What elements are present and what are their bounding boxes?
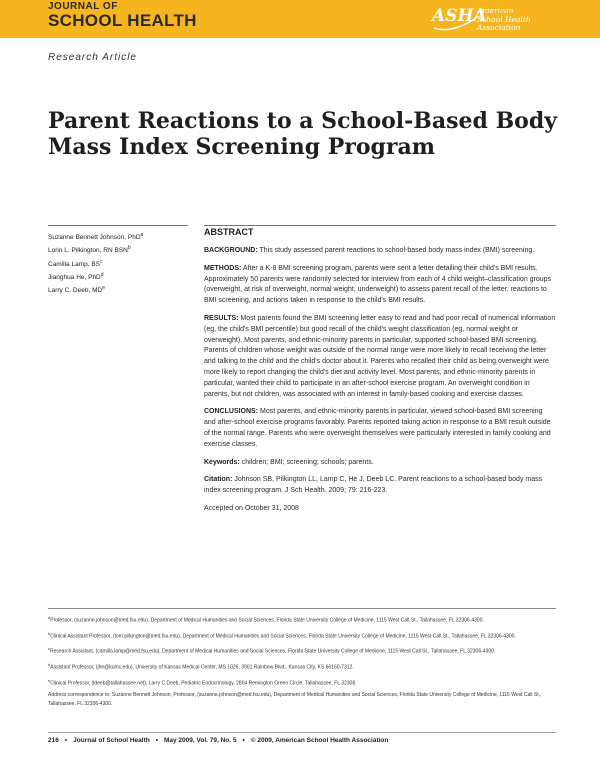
footer-divider	[48, 732, 556, 733]
title-line: Mass Index Screening Program	[48, 134, 436, 160]
abstract-results: RESULTS: Most parents found the BMI screening letter easy to read and had poor recall of numerical information (eg, the child's BMI percentile) but good recall of the child's weight classification (eg, normal weight or overweight). Most parents, and ethnic-minority parents in particular, supported school-based BMI screening. Parents of children whose weight was outside of the normal range were more likely to recall receiving the letter and talking to the child and the child's doctor about it. Parents who recalled their child as being overweight were more likely to report changing the child's diet and activity level. Most parents, and ethnic-minority parents in particular, wanted their child to participate in an after-school exercise program. An overweight condition in parents, but not children, was associated with an interest in family-based cooking and exercise classes.	[204, 314, 556, 398]
author-divider	[48, 225, 188, 226]
footnote: $^c$Research Assistant, (camilla.lamp@med.fsu.edu), Department of Medical Humanities and Social Sciences, Florida State University College of Medicine, 1115 West Call St., Tallahassee, FL 32306-4300.	[48, 646, 496, 655]
footnote-divider	[48, 608, 556, 609]
correspondence: Address correspondence to: Suzanne Bennett Johnson, Professor, (suzanne.johnson@med.fsu.edu), Department of Medical Humanities and Social Sciences, Florida State University College of Medicine, 1115 West Call St., Tallahassee, FL 32306-4300.	[48, 692, 542, 708]
keywords: Keywords: children; BMI; screening; schools; parents.	[204, 458, 374, 466]
article-type: Research Article	[48, 52, 137, 63]
journal-banner	[0, 0, 600, 38]
article-title	[48, 108, 568, 160]
page-number: 216	[48, 737, 59, 744]
author: Larry C. Deeb, MDe	[48, 285, 105, 295]
asha-line: Association	[477, 23, 521, 32]
asha-mark: ASHA	[432, 6, 487, 26]
author: Camilla Lamp, $BS^c$	[48, 258, 103, 268]
title-line: Parent Reactions to a School-Based Body	[48, 108, 558, 134]
asha-logo	[432, 4, 560, 34]
author: Lorin L. Pilkington, RN BSN$^b$	[48, 245, 131, 255]
author: Jianghua He, PhD$^d$	[48, 272, 104, 282]
footnote: $^b$Clinical Assistant Professor, (lorri.pilkington@med.fsu.edu), Department of Medical Humanities and Social Sciences, Florida State University College of Medicine, 1115 West Call St., Tallahassee, FL 32306-4300.	[48, 630, 516, 640]
footnotes	[48, 613, 556, 712]
journal-name-small: JOURNAL OF	[48, 1, 118, 12]
accepted-date: Accepted on October 31, 2008	[204, 504, 299, 512]
journal-name: SCHOOL HEALTH	[48, 11, 197, 30]
abstract-heading: ABSTRACT	[204, 227, 254, 237]
abstract-divider	[204, 225, 556, 226]
footnote: $^e$Clinical Professor, (ldeeb@tallahassee.net), Larry C Deeb, Pediatric Endocrinology, 2804 Remington Green Circle, Tallahassee, FL 32308.	[48, 677, 357, 687]
footnote: $^d$Assistant Professor, (jhe@kumc.edu), University of Kansas Medical Center, MS 1026, 3901 Rainbow Blvd., Kansas City, KS 66160-7312.	[48, 661, 354, 671]
asha-line: American	[477, 6, 514, 15]
footer-issue: May 2009, Vol. 79, No. 5	[163, 737, 237, 744]
abstract-methods: METHODS: After a K-8 BMI screening program, parents were sent a letter detailing their child's BMI results. Approximately 50 parents were randomly selected for interview from each of 4 child weight–classification groups (overweight, at risk of overweight, normal weight, underweight) to assess parent recall of the letter, reactions to BMI screening, and actions taken in response to the child's BMI results.	[204, 264, 552, 305]
abstract-body	[204, 246, 556, 522]
asha-name	[477, 7, 557, 33]
author: Suzanne Bennett Johnson, PhD$^a$	[48, 232, 144, 242]
footnote: $^a$Professor, (suzanne.johnson@med.fsu.edu), Department of Medical Humanities and Social Sciences, Florida State University College of Medicine, 1115 West Call St., Tallahassee, FL 32306-4300.	[48, 615, 484, 624]
author-list	[48, 230, 143, 297]
citation: Citation: Johnson SB, Pilkington LL, Lamp C, He J, Deeb LC. Parent reactions to a school-based body mass index screening program. J Sch Health. 2009; 79: 216-223.	[204, 476, 543, 495]
asha-line: School Health	[477, 14, 531, 24]
abstract-conclusions: CONCLUSIONS: Most parents, and ethnic-minority parents in particular, viewed school-based BMI screening and after-school exercise programs favorably. Parents reported taking action in response to a BMI result outside of the normal range. Parents who were overweight themselves were particularly interested in family cooking and exercise classes.	[204, 408, 551, 448]
footer-copyright: © 2009, American School Health Association	[250, 737, 389, 744]
page-footer: 216 • Journal of School Health • May 2009, Vol. 79, No. 5 • © 2009, American School Health Association	[48, 737, 389, 744]
footer-journal: Journal of School Health	[73, 737, 150, 744]
abstract-background: BACKGROUND: This study assessed parent reactions to school-based body mass index (BMI) screening.	[204, 247, 535, 254]
